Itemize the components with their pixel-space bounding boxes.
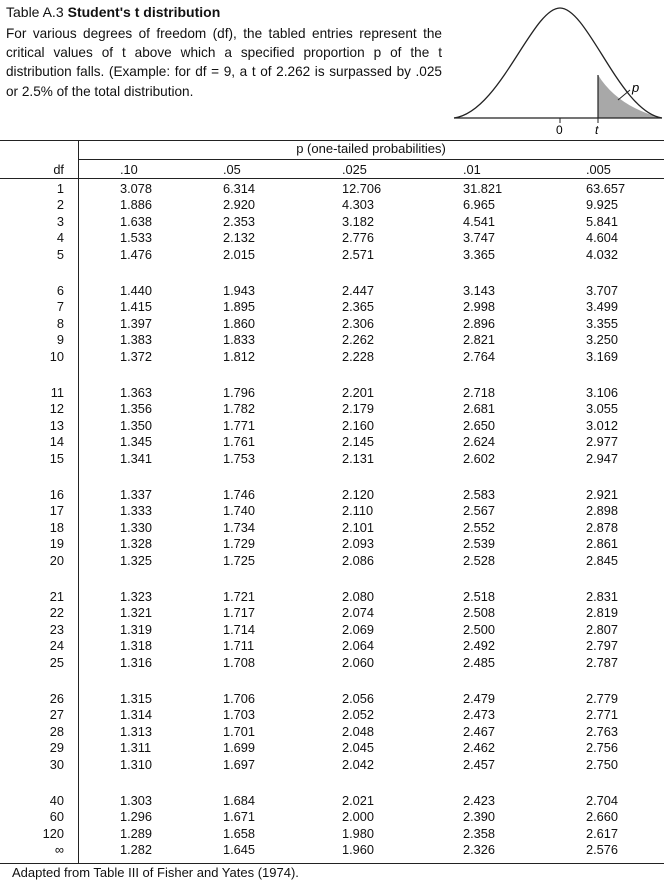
critical-value-cell: 2.462: [463, 740, 496, 756]
critical-value-cell: 2.977: [586, 434, 619, 450]
critical-value-cell: 2.807: [586, 621, 619, 637]
critical-value-cell: 1.684: [223, 793, 256, 808]
critical-value-cell: 2.228: [342, 348, 375, 364]
critical-value-cell: 2.069: [342, 621, 375, 637]
critical-value-cell: 3.169: [586, 348, 619, 364]
bell-curve: [454, 8, 662, 118]
table-row: [0, 385, 664, 401]
critical-value-cell: 2.093: [342, 536, 375, 552]
critical-value-cell: 2.576: [586, 842, 619, 858]
critical-value-cell: 9.925: [586, 197, 619, 213]
critical-value-cell: 1.714: [223, 621, 256, 637]
critical-value-cell: 1.645: [223, 842, 256, 858]
critical-value-cell: 1.319: [120, 621, 153, 637]
critical-value-cell: 3.078: [120, 181, 153, 196]
df-cell: 13: [49, 417, 64, 433]
critical-value-cell: 3.499: [586, 299, 619, 315]
critical-value-cell: 1.415: [120, 299, 153, 315]
df-cell: 16: [49, 487, 64, 502]
critical-value-cell: 1.315: [120, 691, 153, 706]
table-row: [0, 707, 664, 723]
critical-value-cell: 2.787: [586, 654, 619, 670]
critical-value-cell: 1.321: [120, 605, 153, 621]
critical-value-cell: 1.296: [120, 809, 153, 825]
table-row: [0, 451, 664, 467]
critical-value-cell: 2.358: [463, 825, 496, 841]
table-row: [0, 247, 664, 263]
critical-value-cell: 2.861: [586, 536, 619, 552]
critical-value-cell: 1.734: [223, 519, 256, 535]
critical-value-cell: 2.779: [586, 691, 619, 706]
critical-value-cell: 1.282: [120, 842, 153, 858]
critical-value-cell: 3.250: [586, 332, 619, 348]
critical-value-cell: 1.303: [120, 793, 153, 808]
critical-value-cell: 2.571: [342, 246, 375, 262]
critical-value-cell: 1.328: [120, 536, 153, 552]
critical-value-cell: 2.045: [342, 740, 375, 756]
critical-value-cell: 3.365: [463, 246, 496, 262]
critical-value-cell: 1.440: [120, 283, 153, 298]
df-cell: 30: [49, 756, 64, 772]
critical-value-cell: 3.182: [342, 213, 375, 229]
df-cell: 8: [56, 315, 64, 331]
critical-value-cell: 2.074: [342, 605, 375, 621]
critical-value-cell: 4.604: [586, 230, 619, 246]
critical-value-cell: 1.341: [120, 450, 153, 466]
critical-value-cell: 2.896: [463, 315, 496, 331]
critical-value-cell: 2.467: [463, 723, 496, 739]
column-header: .05: [223, 162, 241, 177]
critical-value-cell: 1.323: [120, 589, 153, 604]
critical-value-cell: 3.707: [586, 283, 619, 298]
critical-value-cell: 1.533: [120, 230, 153, 246]
table-number: Table A.3: [6, 4, 64, 20]
critical-value-cell: 1.697: [223, 756, 256, 772]
critical-value-cell: 1.345: [120, 434, 153, 450]
critical-value-cell: 2.920: [223, 197, 256, 213]
caption-body: For various degrees of freedom (df), the tabled entries represent the critical values of t above which a specified proportion p of the t distribution falls. (Example: for df = 9, a t of 2.262 is surpassed by .025 or 2.5% of the total distribution.: [6, 26, 442, 99]
critical-value-cell: 1.706: [223, 691, 256, 706]
table-row: [0, 809, 664, 825]
critical-value-cell: 1.980: [342, 825, 375, 841]
critical-value-cell: 2.831: [586, 589, 619, 604]
df-cell: 24: [49, 638, 64, 654]
p-pointer: [618, 90, 630, 100]
critical-value-cell: 1.316: [120, 654, 153, 670]
critical-value-cell: 2.086: [342, 552, 375, 568]
critical-value-cell: 2.110: [342, 503, 374, 519]
critical-value-cell: 1.703: [223, 707, 256, 723]
df-cell: 4: [56, 230, 64, 246]
critical-value-cell: 1.699: [223, 740, 256, 756]
df-cell: 3: [56, 213, 64, 229]
critical-value-cell: 1.325: [120, 552, 153, 568]
critical-value-cell: 3.106: [586, 385, 619, 400]
critical-value-cell: 2.080: [342, 589, 375, 604]
critical-value-cell: 1.771: [223, 417, 256, 433]
table-bottom-rule: [0, 863, 664, 864]
table-row: [0, 536, 664, 552]
critical-value-cell: 2.479: [463, 691, 496, 706]
critical-value-cell: 3.747: [463, 230, 496, 246]
critical-value-cell: 2.617: [586, 825, 619, 841]
column-header: .01: [463, 162, 481, 177]
critical-value-cell: 1.886: [120, 197, 153, 213]
df-cell: 20: [49, 552, 64, 568]
source-note: Adapted from Table III of Fisher and Yates (1974).: [12, 865, 299, 880]
df-cell: ∞: [54, 842, 64, 858]
critical-value-cell: 1.356: [120, 401, 153, 417]
df-cell: 10: [49, 348, 64, 364]
table-row: [0, 197, 664, 213]
table-row: [0, 605, 664, 621]
table-label: Student's t distribution: [67, 4, 221, 20]
critical-value-cell: 1.313: [120, 723, 153, 739]
t-distribution-table: [0, 140, 664, 863]
critical-value-cell: 1.363: [120, 385, 153, 400]
df-cell: 120: [42, 825, 64, 841]
critical-value-cell: 1.717: [223, 605, 256, 621]
critical-value-cell: 2.898: [586, 503, 619, 519]
critical-value-cell: 2.101: [342, 519, 375, 535]
critical-value-cell: 3.143: [463, 283, 496, 298]
df-cell: 1: [56, 181, 64, 196]
df-cell: 22: [49, 605, 64, 621]
critical-value-cell: 2.390: [463, 809, 496, 825]
df-cell: 23: [49, 621, 64, 637]
table-row: [0, 181, 664, 197]
critical-value-cell: 2.353: [223, 213, 256, 229]
critical-value-cell: 6.314: [223, 181, 256, 196]
table-row: [0, 434, 664, 450]
critical-value-cell: 1.330: [120, 519, 153, 535]
critical-value-cell: 63.657: [586, 181, 626, 196]
critical-value-cell: 2.947: [586, 450, 619, 466]
table-row: [0, 793, 664, 809]
critical-value-cell: 2.650: [463, 417, 496, 433]
table-row: [0, 638, 664, 654]
table-row: [0, 655, 664, 671]
table-row: [0, 503, 664, 519]
critical-value-cell: 2.756: [586, 740, 619, 756]
critical-value-cell: 1.782: [223, 401, 256, 417]
critical-value-cell: 2.492: [463, 638, 496, 654]
critical-value-cell: 2.160: [342, 417, 375, 433]
df-cell: 12: [49, 401, 64, 417]
df-cell: 40: [49, 793, 64, 808]
critical-value-cell: 2.998: [463, 299, 496, 315]
column-header: .005: [586, 162, 611, 177]
critical-value-cell: 2.048: [342, 723, 375, 739]
table-row: [0, 283, 664, 299]
critical-value-cell: 2.518: [463, 589, 496, 604]
df-cell: 29: [49, 740, 64, 756]
df-cell: 7: [56, 299, 64, 315]
critical-value-cell: 1.638: [120, 213, 153, 229]
critical-value-cell: 2.131: [342, 450, 375, 466]
critical-value-cell: 2.764: [463, 348, 496, 364]
table-caption: [6, 3, 442, 101]
df-cell: 26: [49, 691, 64, 706]
column-header: .10: [120, 162, 138, 177]
critical-value-cell: 1.318: [120, 638, 153, 654]
critical-value-cell: 1.701: [223, 723, 256, 739]
df-cell: 5: [56, 246, 64, 262]
critical-value-cell: 1.960: [342, 842, 375, 858]
critical-value-cell: 1.372: [120, 348, 153, 364]
table-row: [0, 349, 664, 365]
critical-value-cell: 2.602: [463, 450, 496, 466]
table-row: [0, 724, 664, 740]
df-cell: 21: [49, 589, 64, 604]
critical-value-cell: 2.508: [463, 605, 496, 621]
df-cell: 6: [56, 283, 64, 298]
critical-value-cell: 1.333: [120, 503, 153, 519]
critical-value-cell: 1.671: [223, 809, 256, 825]
critical-value-cell: 2.776: [342, 230, 375, 246]
critical-value-cell: 1.711: [223, 638, 255, 654]
critical-value-cell: 2.704: [586, 793, 619, 808]
table-row: [0, 842, 664, 858]
critical-value-cell: 2.000: [342, 809, 375, 825]
table-row: [0, 740, 664, 756]
critical-value-cell: 3.012: [586, 417, 619, 433]
critical-value-cell: 3.355: [586, 315, 619, 331]
critical-value-cell: 5.841: [586, 213, 619, 229]
critical-value-cell: 2.718: [463, 385, 496, 400]
critical-value-cell: 2.306: [342, 315, 375, 331]
df-cell: 28: [49, 723, 64, 739]
critical-value-cell: 2.042: [342, 756, 375, 772]
critical-value-cell: 1.753: [223, 450, 256, 466]
table-row: [0, 487, 664, 503]
critical-value-cell: 1.397: [120, 315, 153, 331]
critical-value-cell: 2.060: [342, 654, 375, 670]
critical-value-cell: 1.314: [120, 707, 153, 723]
critical-value-cell: 2.681: [463, 401, 496, 417]
critical-value-cell: 1.476: [120, 246, 153, 262]
critical-value-cell: 1.796: [223, 385, 256, 400]
critical-value-cell: 2.771: [586, 707, 619, 723]
table-row: [0, 316, 664, 332]
critical-value-cell: 2.819: [586, 605, 619, 621]
spanning-header-rule: [78, 159, 664, 160]
table-row: [0, 826, 664, 842]
table-row: [0, 589, 664, 605]
critical-value-cell: 2.145: [342, 434, 375, 450]
critical-value-cell: 2.457: [463, 756, 496, 772]
critical-value-cell: 2.500: [463, 621, 496, 637]
critical-value-cell: 2.365: [342, 299, 375, 315]
critical-value-cell: 2.624: [463, 434, 496, 450]
critical-value-cell: 2.064: [342, 638, 375, 654]
critical-value-cell: 2.052: [342, 707, 375, 723]
df-cell: 25: [49, 654, 64, 670]
df-cell: 60: [49, 809, 64, 825]
critical-value-cell: 2.447: [342, 283, 375, 298]
df-cell: 18: [49, 519, 64, 535]
critical-value-cell: 2.878: [586, 519, 619, 535]
table-row: [0, 520, 664, 536]
critical-value-cell: 1.729: [223, 536, 256, 552]
critical-value-cell: 2.750: [586, 756, 619, 772]
critical-value-cell: 2.262: [342, 332, 375, 348]
critical-value-cell: 2.021: [342, 793, 375, 808]
critical-value-cell: 2.528: [463, 552, 496, 568]
critical-value-cell: 2.179: [342, 401, 375, 417]
table-row: [0, 418, 664, 434]
critical-value-cell: 12.706: [342, 181, 382, 196]
df-header: df: [53, 162, 64, 177]
table-row: [0, 230, 664, 246]
df-cell: 14: [49, 434, 64, 450]
critical-value-cell: 2.326: [463, 842, 496, 858]
critical-value-cell: 2.120: [342, 487, 375, 502]
critical-value-cell: 2.539: [463, 536, 496, 552]
critical-value-cell: 2.056: [342, 691, 375, 706]
critical-value-cell: 1.289: [120, 825, 153, 841]
critical-value-cell: 1.833: [223, 332, 256, 348]
probabilities-header: p (one-tailed probabilities): [296, 141, 446, 156]
df-cell: 27: [49, 707, 64, 723]
critical-value-cell: 3.055: [586, 401, 619, 417]
t-distribution-curve-figure: [452, 0, 664, 138]
table-row: [0, 299, 664, 315]
critical-value-cell: 2.201: [342, 385, 375, 400]
table-row: [0, 214, 664, 230]
critical-value-cell: 2.473: [463, 707, 496, 723]
critical-value-cell: 2.921: [586, 487, 619, 502]
critical-value-cell: 1.721: [223, 589, 256, 604]
critical-value-cell: 1.812: [223, 348, 256, 364]
zero-label: 0: [556, 123, 563, 137]
column-header: .025: [342, 162, 367, 177]
critical-value-cell: 2.797: [586, 638, 619, 654]
critical-value-cell: 2.552: [463, 519, 496, 535]
critical-value-cell: 2.583: [463, 487, 496, 502]
critical-value-cell: 2.845: [586, 552, 619, 568]
table-row: [0, 757, 664, 773]
table-row: [0, 622, 664, 638]
df-cell: 15: [49, 450, 64, 466]
critical-value-cell: 1.740: [223, 503, 256, 519]
critical-value-cell: 2.015: [223, 246, 256, 262]
critical-value-cell: 2.485: [463, 654, 496, 670]
critical-value-cell: 1.746: [223, 487, 256, 502]
df-cell: 9: [56, 332, 64, 348]
critical-value-cell: 2.660: [586, 809, 619, 825]
critical-value-cell: 1.761: [223, 434, 256, 450]
df-cell: 19: [49, 536, 64, 552]
df-cell: 2: [56, 197, 64, 213]
table-row: [0, 553, 664, 569]
p-label: p: [632, 80, 640, 95]
header-rule: [0, 178, 664, 179]
table-row: [0, 332, 664, 348]
df-cell: 11: [50, 385, 64, 400]
caption-title: [6, 3, 442, 21]
critical-value-cell: 1.658: [223, 825, 256, 841]
critical-value-cell: 4.541: [463, 213, 496, 229]
critical-value-cell: 6.965: [463, 197, 496, 213]
critical-value-cell: 1.895: [223, 299, 256, 315]
critical-value-cell: 1.383: [120, 332, 153, 348]
critical-value-cell: 31.821: [463, 181, 503, 196]
table-row: [0, 401, 664, 417]
critical-value-cell: 1.725: [223, 552, 256, 568]
critical-value-cell: 2.763: [586, 723, 619, 739]
critical-value-cell: 2.567: [463, 503, 496, 519]
critical-value-cell: 1.311: [120, 740, 152, 756]
critical-value-cell: 1.350: [120, 417, 153, 433]
critical-value-cell: 1.310: [120, 756, 153, 772]
t-label: t: [595, 123, 599, 137]
critical-value-cell: 1.860: [223, 315, 256, 331]
critical-value-cell: 1.708: [223, 654, 256, 670]
critical-value-cell: 2.821: [463, 332, 496, 348]
critical-value-cell: 1.337: [120, 487, 153, 502]
critical-value-cell: 2.423: [463, 793, 496, 808]
table-row: [0, 691, 664, 707]
critical-value-cell: 1.943: [223, 283, 256, 298]
df-cell: 17: [49, 503, 64, 519]
critical-value-cell: 4.303: [342, 197, 375, 213]
critical-value-cell: 2.132: [223, 230, 256, 246]
critical-value-cell: 4.032: [586, 246, 619, 262]
